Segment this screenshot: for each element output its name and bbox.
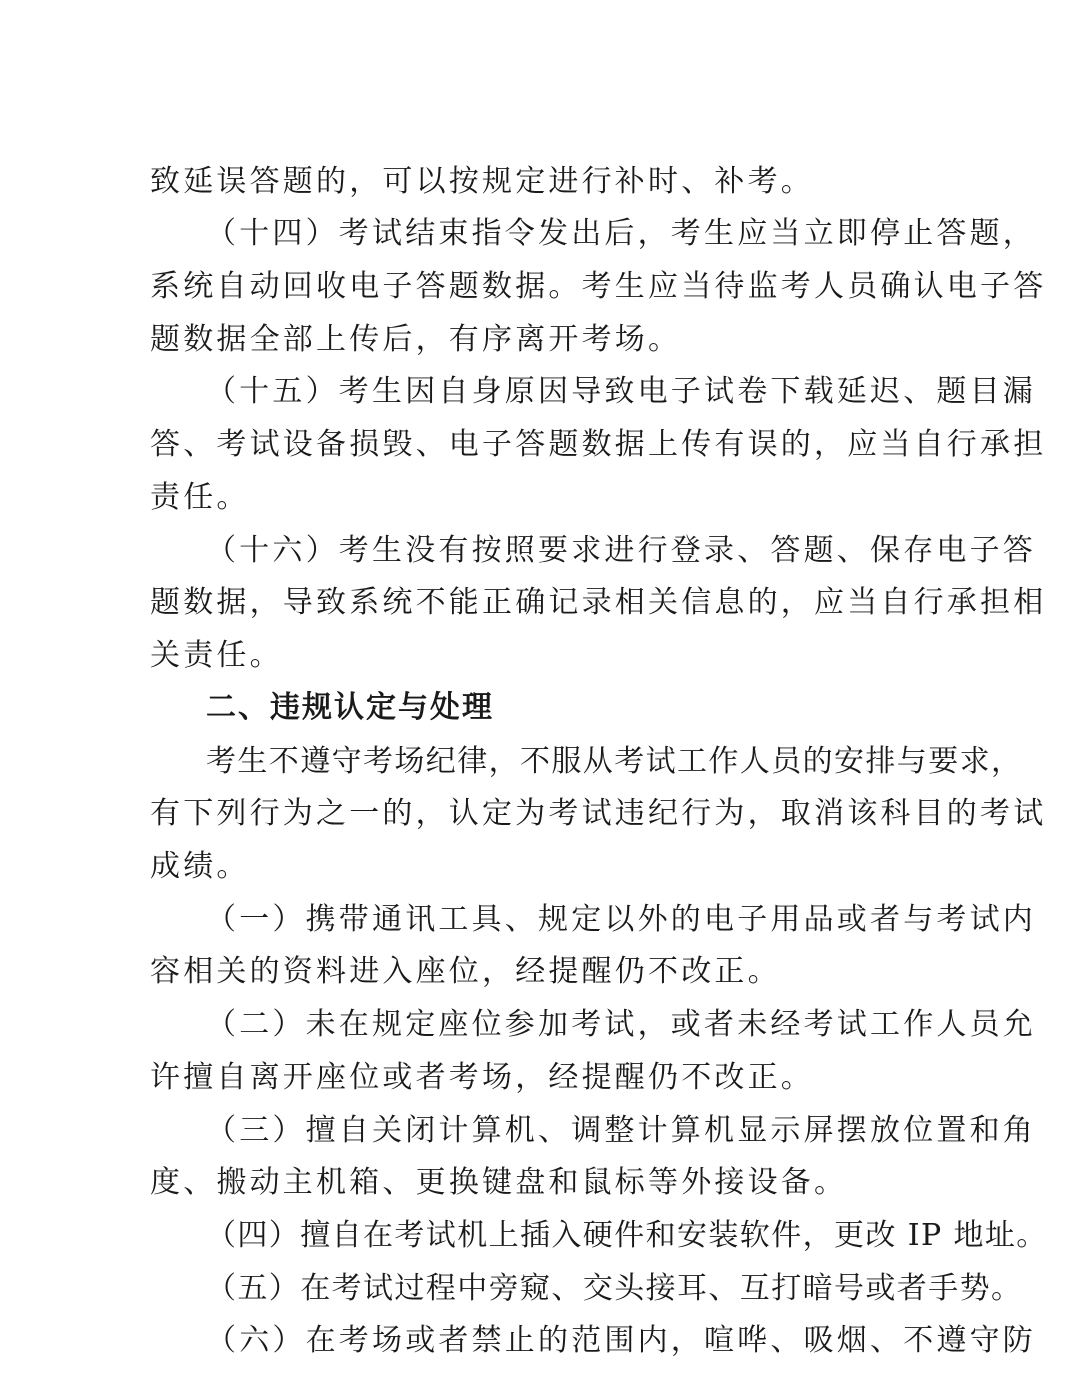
text-line: （十五）考生因自身原因导致电子试卷下载延迟、题目漏 bbox=[206, 374, 1036, 409]
text-line: 成绩。 bbox=[150, 849, 250, 884]
text-line: （十六）考生没有按照要求进行登录、答题、保存电子答 bbox=[206, 533, 1036, 568]
text-line: 考生不遵守考场纪律，不服从考试工作人员的安排与要求， bbox=[206, 744, 1023, 779]
text-line: 系统自动回收电子答题数据。考生应当待监考人员确认电子答 bbox=[150, 269, 1047, 304]
text-line: （一）携带通讯工具、规定以外的电子用品或者与考试内 bbox=[206, 902, 1036, 937]
text-line: （三）擅自关闭计算机、调整计算机显示屏摆放位置和角 bbox=[206, 1113, 1036, 1148]
text-line: 度、搬动主机箱、更换键盘和鼠标等外接设备。 bbox=[150, 1165, 848, 1200]
text-line: （六）在考场或者禁止的范围内，喧哗、吸烟、不遵守防 bbox=[206, 1323, 1036, 1358]
text-line: 关责任。 bbox=[150, 638, 283, 673]
text-line: 有下列行为之一的，认定为考试违纪行为，取消该科目的考试 bbox=[150, 796, 1047, 831]
text-line: （二）未在规定座位参加考试，或者未经考试工作人员允 bbox=[206, 1007, 1036, 1042]
text-line: 责任。 bbox=[150, 480, 250, 515]
text-line: （五）在考试过程中旁窥、交头接耳、互打暗号或者手势。 bbox=[206, 1271, 1023, 1306]
text-line: 致延误答题的，可以按规定进行补时、补考。 bbox=[150, 164, 814, 199]
text-line: 答、考试设备损毁、电子答题数据上传有误的，应当自行承担 bbox=[150, 427, 1047, 462]
text-line: （十四）考试结束指令发出后，考生应当立即停止答题， bbox=[206, 216, 1036, 251]
text-line: 题数据全部上传后，有序离开考场。 bbox=[150, 322, 682, 357]
text-line: 题数据，导致系统不能正确记录相关信息的，应当自行承担相 bbox=[150, 585, 1047, 620]
text-line: 容相关的资料进入座位，经提醒仍不改正。 bbox=[150, 954, 781, 989]
text-line: 许擅自离开座位或者考场，经提醒仍不改正。 bbox=[150, 1060, 814, 1095]
section-heading: 二、违规认定与处理 bbox=[206, 690, 494, 725]
text-line: （四）擅自在考试机上插入硬件和安装软件，更改 IP 地址。 bbox=[206, 1218, 1048, 1253]
